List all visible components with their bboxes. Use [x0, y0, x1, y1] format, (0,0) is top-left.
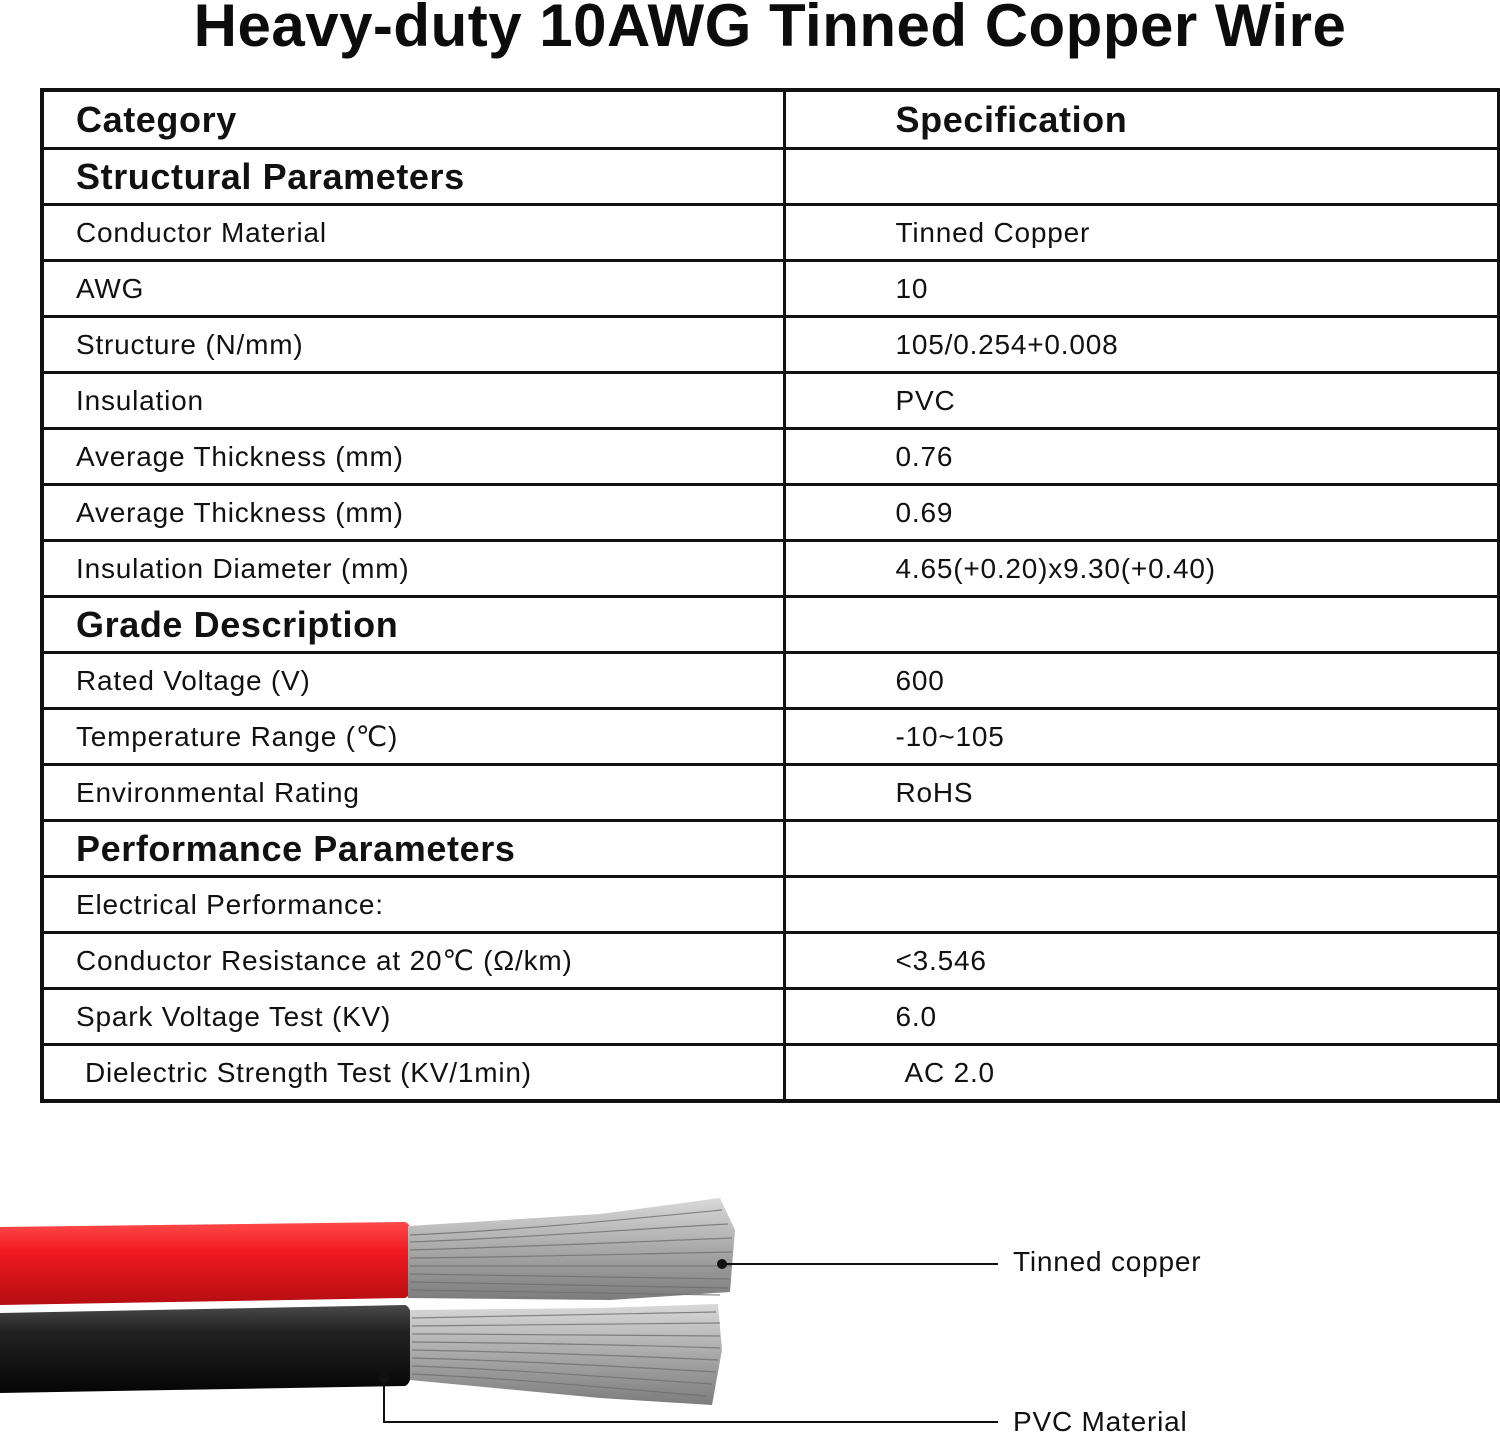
row-value: 0.69 — [784, 485, 1499, 541]
section-title: Structural Parameters — [42, 149, 784, 205]
row-category: AWG — [42, 261, 784, 317]
table-row — [42, 261, 1499, 317]
row-value: 10 — [784, 261, 1499, 317]
section-title: Performance Parameters — [42, 821, 784, 877]
wire-drawing — [0, 1180, 1500, 1437]
black-jacket — [0, 1305, 414, 1393]
table-row — [42, 709, 1499, 765]
header-category: Category — [42, 90, 784, 149]
row-value — [784, 597, 1499, 653]
label-pvc-material: PVC Material — [1013, 1406, 1188, 1437]
table-row — [42, 149, 1499, 205]
table-row — [42, 317, 1499, 373]
table-row — [42, 205, 1499, 261]
row-category: Spark Voltage Test (KV) — [42, 989, 784, 1045]
row-value: 6.0 — [784, 989, 1499, 1045]
spec-table — [40, 88, 1500, 1103]
row-value: 4.65(+0.20)x9.30(+0.40) — [784, 541, 1499, 597]
row-value — [784, 877, 1499, 933]
row-value: PVC — [784, 373, 1499, 429]
row-category: Dielectric Strength Test (KV/1min) — [42, 1045, 784, 1102]
table-row — [42, 1045, 1499, 1102]
row-category: Electrical Performance: — [42, 877, 784, 933]
row-category: Rated Voltage (V) — [42, 653, 784, 709]
table-row — [42, 877, 1499, 933]
wire-illustration — [0, 1180, 1500, 1437]
table-row — [42, 765, 1499, 821]
table-row — [42, 541, 1499, 597]
label-tinned-copper: Tinned copper — [1013, 1246, 1202, 1277]
row-category: Conductor Material — [42, 205, 784, 261]
row-category: Conductor Resistance at 20℃ (Ω/km) — [42, 933, 784, 989]
table-row — [42, 653, 1499, 709]
table-row — [42, 933, 1499, 989]
row-category: Insulation Diameter (mm) — [42, 541, 784, 597]
red-jacket — [0, 1222, 414, 1305]
table-row — [42, 989, 1499, 1045]
row-value: Tinned Copper — [784, 205, 1499, 261]
row-value: 0.76 — [784, 429, 1499, 485]
row-value: AC 2.0 — [784, 1045, 1499, 1102]
row-value — [784, 149, 1499, 205]
table-row — [42, 429, 1499, 485]
row-category: Structure (N/mm) — [42, 317, 784, 373]
row-value: <3.546 — [784, 933, 1499, 989]
row-value: 600 — [784, 653, 1499, 709]
table-row — [42, 485, 1499, 541]
section-title: Grade Description — [42, 597, 784, 653]
table-header-row — [42, 90, 1499, 149]
page-title: Heavy-duty 10AWG Tinned Copper Wire — [193, 0, 1347, 59]
table-row — [42, 373, 1499, 429]
row-value: 105/0.254+0.008 — [784, 317, 1499, 373]
table-row — [42, 597, 1499, 653]
row-category: Environmental Rating — [42, 765, 784, 821]
row-value: -10~105 — [784, 709, 1499, 765]
row-category: Temperature Range (℃) — [42, 709, 784, 765]
row-category: Average Thickness (mm) — [42, 485, 784, 541]
row-value: RoHS — [784, 765, 1499, 821]
row-category: Average Thickness (mm) — [42, 429, 784, 485]
table-row — [42, 821, 1499, 877]
row-category: Insulation — [42, 373, 784, 429]
row-value — [784, 821, 1499, 877]
header-specification: Specification — [784, 90, 1499, 149]
